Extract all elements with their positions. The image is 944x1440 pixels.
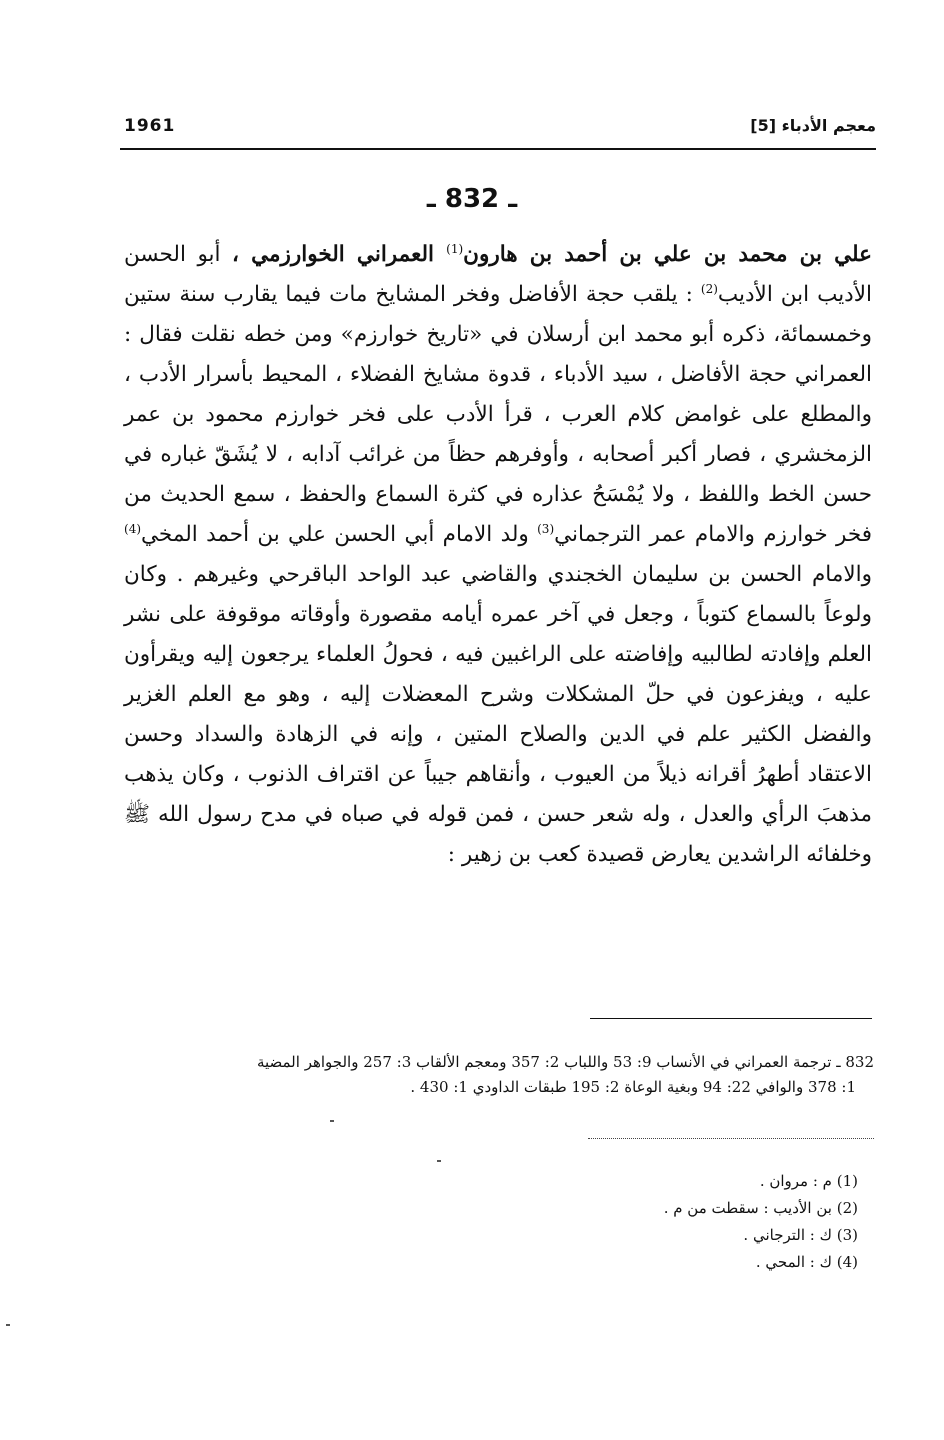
scan-speck <box>437 1160 441 1162</box>
variant-note-3: (3) ك : الترجاني . <box>743 1226 858 1244</box>
entry-paragraph <box>124 235 872 875</box>
variant-note-4: (4) ك : المحي . <box>755 1253 858 1271</box>
entry-body <box>124 235 872 875</box>
variant-notes <box>458 1168 858 1276</box>
running-head <box>120 112 876 152</box>
entry-number: ـ 832 ـ <box>426 184 518 214</box>
scan-speck <box>6 1324 10 1326</box>
source-note-line: 1: 378 والوافي 22: 94 وبغية الوعاة 2: 195 طبقات الداودي 1: 430 . <box>410 1078 856 1096</box>
entry-text-d: والامام الحسن بن سليمان الخجندي والقاضي عبد الواحد الباقرحي وغيرهم . وكان ولوعاً بالسماع كتوباً ، وجعل في آخر عمره أيامه مقصورة وأوقاته موقوفة على نشر العلم وإفادته لطالبيه وإفاضته على الراغبين فيه ، فحولُ العلماء يرجعون إليه ويقرأون عليه ، ويفزعون في حلّ المشكلات وشرح المعضلات إليه ، وهو مع العلم الغزير والفضل الكثير علم في الدين والصلاح المتين ، وإنه في الزهادة والسداد وحسن الاعتقاد أطهرُ أقرانه ذيلاً من العيوب ، وأنقاهم جيباً عن اقتراف الذنوب ، وكان يذهب مذهبَ الرأي والعدل ، وله شعر حسن ، فمن قوله في صباه في مدح رسول الله ﷺ وخلفائه الراشدين يعارض قصيدة كعب بن زهير : <box>124 562 872 867</box>
entry-text-a: أبو الحسن الأديب ابن الأديب <box>124 242 872 307</box>
footnote-ref-2[interactable]: (2) <box>700 281 718 296</box>
scan-speck <box>330 1120 334 1122</box>
entry-lead-tail: العمراني الخوارزمي ، <box>232 242 447 267</box>
entry-text-b: : يلقب حجة الأفاضل وفخر المشايخ مات فيما يقارب سنة ستين وخمسمائة، ذكره أبو محمد ابن أرسلان في «تاريخ خوارزم» ومن خطه نقلت فقال : العمراني حجة الأفاضل ، سيد الأدباء ، قدوة مشايخ الفضلاء ، المحيط بأسرار الأدب ، والمطلع على غوامض كلام العرب ، قرأ الأدب على فخر خوارزم محمود بن عمر الزمخشري ، فصار أكبر أصحابه ، وأوفرهم حظاً من غرائب آدابه ، لا يُشَقّ غباره في حسن الخط واللفظ ، ولا يُمْسَحُ عذاره في كثرة السماع والحفظ ، سمع الحديث من فخر خوارزم والامام عمر الترجماني <box>124 282 872 547</box>
variant-notes-rule <box>588 1138 874 1139</box>
footnote-rule <box>590 1018 872 1019</box>
footnote-ref-3[interactable]: (3) <box>537 521 555 536</box>
footnote-ref-4[interactable]: (4) <box>124 521 142 536</box>
footnote-ref-1[interactable]: (1) <box>446 241 464 256</box>
book-title: معجم الأدباء [5] <box>750 116 876 135</box>
variant-note-1: (1) م : مروان . <box>759 1172 858 1190</box>
entry-text-c: ولد الامام أبي الحسن علي بن أحمد المخي <box>141 522 538 547</box>
entry-lead-name: علي بن محمد بن علي بن أحمد بن هارون <box>463 242 873 267</box>
header-rule <box>120 148 876 150</box>
source-note-line: 832 ـ ترجمة العمراني في الأنساب 9: 53 واللباب 2: 357 ومعجم الألقاب 3: 257 والجواهر المضية <box>256 1053 874 1071</box>
page-number: 1961 <box>124 116 176 136</box>
variant-note-2: (2) بن الأديب : سقطت من م . <box>663 1199 858 1217</box>
source-note <box>118 1050 874 1100</box>
